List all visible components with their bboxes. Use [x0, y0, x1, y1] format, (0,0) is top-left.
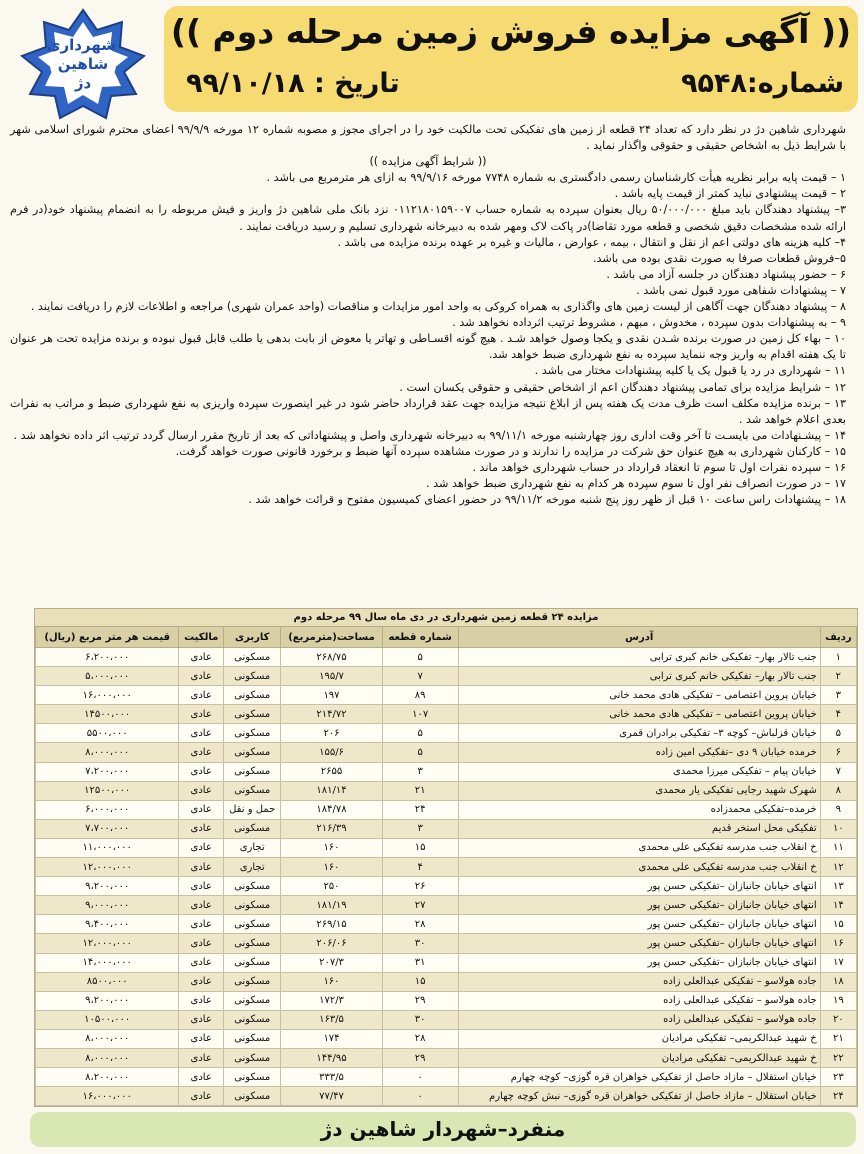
table-cell: انتهای خیابان جانبازان –تفکیکی حسن پور [458, 877, 820, 896]
table-cell: ۱۵ [382, 838, 458, 857]
table-cell: مسکونی [223, 896, 280, 915]
table-cell: ۱۲ [820, 858, 856, 877]
table-cell: جاده هولاسو – تفکیکی عبدالعلی زاده [458, 991, 820, 1010]
table-cell: ۹،۲۰۰،۰۰۰ [36, 877, 179, 896]
condition-item: ۱۴ – پیشـنهادات می بایسـت تا آخر وقت اداری روز چهارشنبه مورخه ۹۹/۱۱/۱ به دبیرخانه شهرداری واصل و پیشنهاداتی که بعد از تاریخ مقرر ارسال گردد ترتیب اثر داده نخواهد شد . [13, 428, 846, 442]
table-row [36, 934, 857, 953]
table-cell: ۱۱ [820, 838, 856, 857]
footer-signature: منفرد–شهردار شاهین دژ [30, 1112, 856, 1147]
condition-item: ۱۸ – پیشنهادات راس ساعت ۱۰ قبل از ظهر روز پنج شنبه مورخه ۹۹/۱۱/۲ در حضور اعضای کمیسیون مفتوح و قرائت خواهد شد . [248, 493, 846, 507]
table-cell: ۱۹۷ [281, 686, 382, 705]
column-header: کاربری [223, 627, 280, 648]
table-cell: جنب تالار بهار– تفکیکی خانم کبری ترابی [458, 667, 820, 686]
table-cell: تفکیکی محل استخر قدیم [458, 819, 820, 838]
condition-item: ۱ – قیمت پایه برابر نظریه هیأت کارشناسان رسمی دادگستری به شماره ۷۷۴۸ مورخه ۹۹/۹/۱۶ به ازای هر مترمربع می باشد . [266, 171, 846, 185]
table-cell: عادی [179, 953, 224, 972]
table-cell: ۶،۰۰۰،۰۰۰ [36, 800, 179, 819]
table-cell: جنب تالار بهار– تفکیکی خانم کبری ترابی [458, 648, 820, 667]
table-cell: خ شهید عبدالکریمی– تفکیکی مرادیان [458, 1048, 820, 1067]
table-row [36, 743, 857, 762]
table-row [36, 686, 857, 705]
table-cell: مسکونی [223, 1087, 280, 1106]
table-cell: عادی [179, 1048, 224, 1067]
table-cell: خرمده خیابان ۹ دی –تفکیکی امین زاده [458, 743, 820, 762]
table-cell: ۹ [820, 800, 856, 819]
table-body [36, 648, 857, 1106]
table-cell: مسکونی [223, 1068, 280, 1087]
table-cell: عادی [179, 781, 224, 800]
table-cell: مسکونی [223, 877, 280, 896]
table-row [36, 877, 857, 896]
table-cell: عادی [179, 743, 224, 762]
table-cell: ۹،۰۰۰،۰۰۰ [36, 896, 179, 915]
table-row [36, 858, 857, 877]
table-cell: مسکونی [223, 915, 280, 934]
table-cell: عادی [179, 915, 224, 934]
table-cell: مسکونی [223, 1010, 280, 1029]
table-cell: خ شهید عبدالکریمی– تفکیکی مرادیان [458, 1029, 820, 1048]
conditions-list [10, 170, 846, 508]
table-row [36, 1010, 857, 1029]
table-cell: ۷ [820, 762, 856, 781]
condition-item: ۷ – پیشنهادات شفاهی مورد قبول نمی باشد . [636, 283, 846, 297]
table-cell: جاده هولاسو – تفکیکی عبدالعلی زاده [458, 972, 820, 991]
condition-item: ۱۱ – شهرداری در رد یا قبول یک یا کلیه پیشنهادات مختار می باشد . [534, 364, 846, 378]
table-cell: ۱۶ [820, 934, 856, 953]
table-cell: ۱۰۵۰۰،۰۰۰ [36, 1010, 179, 1029]
table-cell: ۱۹۵/۷ [281, 667, 382, 686]
table-cell: مسکونی [223, 743, 280, 762]
table-cell: ۲۰۷/۳ [281, 953, 382, 972]
table-cell: ۲۱۴/۷۲ [281, 705, 382, 724]
table-cell: ٠ [382, 1087, 458, 1106]
table-cell: ۸،۰۰۰،۰۰۰ [36, 1048, 179, 1067]
table-caption: مزایده ۲۴ قطعه زمین شهرداری در دی ماه سال ۹۹ مرحله دوم [35, 609, 857, 626]
table-cell: مسکونی [223, 991, 280, 1010]
condition-item: ۱۵ – کارکنان شهرداری به هیچ عنوان حق شرکت در مزایده را ندارند و در صورت مشاهده سپرده آنها ضبط و برخورد قانونی صورت خواهد گرفت. [175, 444, 846, 458]
table-cell: ۳ [820, 686, 856, 705]
table-cell: انتهای خیابان جانبازان –تفکیکی حسن پور [458, 915, 820, 934]
table-cell: ٠ [382, 1068, 458, 1087]
table-cell: خیابان پروین اعتصامی – تفکیکی هادی محمد خانی [458, 686, 820, 705]
table-cell: مسکونی [223, 724, 280, 743]
table-cell: ۱۳ [820, 877, 856, 896]
table-cell: ۱۰۷ [382, 705, 458, 724]
table-cell: ۱۴،۰۰۰،۰۰۰ [36, 953, 179, 972]
table-cell: عادی [179, 724, 224, 743]
table-cell: عادی [179, 1029, 224, 1048]
table-cell: ۶ [820, 743, 856, 762]
table-cell: مسکونی [223, 762, 280, 781]
table-cell: ۸،۰۰۰،۰۰۰ [36, 743, 179, 762]
table-cell: ۵ [382, 724, 458, 743]
table-cell: ۳ [382, 762, 458, 781]
table-cell: ۱۶۰ [281, 838, 382, 857]
table-cell: عادی [179, 648, 224, 667]
condition-item: ۱۷ – در صورت انصراف نفر اول تا سوم سپرده هر کدام به نفع شهرداری ضبط خواهد شد . [426, 477, 846, 491]
table-cell: انتهای خیابان جانبازان –تفکیکی حسن پور [458, 934, 820, 953]
table-cell: ۲۷ [382, 896, 458, 915]
table-cell: ۲۸ [382, 1029, 458, 1048]
column-header: ردیف [820, 627, 856, 648]
table-cell: ۱۶۳/۵ [281, 1010, 382, 1029]
table-cell: ۸ [820, 781, 856, 800]
table-cell: عادی [179, 762, 224, 781]
table-cell: تجاری [223, 838, 280, 857]
table-cell: ۱ [820, 648, 856, 667]
table-row [36, 953, 857, 972]
table-row [36, 667, 857, 686]
table-row [36, 762, 857, 781]
table-cell: عادی [179, 838, 224, 857]
table-cell: مسکونی [223, 953, 280, 972]
table-cell: عادی [179, 686, 224, 705]
table-cell: ۱۷۴ [281, 1029, 382, 1048]
table-cell: ۹،۴۰۰،۰۰۰ [36, 915, 179, 934]
table-cell: عادی [179, 934, 224, 953]
table-row [36, 991, 857, 1010]
logo-text: شهرداری شاهین دژ [46, 35, 116, 92]
table-cell: ۱۵۵/۶ [281, 743, 382, 762]
table-cell: عادی [179, 1087, 224, 1106]
table-cell: ۲۱ [382, 781, 458, 800]
table-cell: ۶،۲۰۰،۰۰۰ [36, 648, 179, 667]
table-row [36, 724, 857, 743]
table-row [36, 915, 857, 934]
table-cell: ۲۴ [820, 1087, 856, 1106]
condition-item: ۴– کلیه هزینه های دولتی اعم از نقل و انتقال ، بیمه ، عوارض ، مالیات و غیره بر عهده برنده مزایده می باشد . [337, 235, 846, 249]
table-cell: ۵ [382, 743, 458, 762]
table-cell: ۱۵ [820, 915, 856, 934]
table-cell: عادی [179, 896, 224, 915]
table-cell: ۱۲،۰۰۰،۰۰۰ [36, 858, 179, 877]
table-row [36, 896, 857, 915]
table-cell: خیابان استقلال – مازاد حاصل از تفکیکی خواهران قره گوزی– نبش کوچه چهارم [458, 1087, 820, 1106]
table-cell: ۸۵۰۰،۰۰۰ [36, 972, 179, 991]
table-cell: ۲۶۵۵ [281, 762, 382, 781]
table-row [36, 838, 857, 857]
condition-item: ۶ – حضور پیشنهاد دهندگان در جلسه آزاد می باشد . [606, 267, 846, 281]
table-cell: ۲۰ [820, 1010, 856, 1029]
table-cell: ۲۰۶/۰۶ [281, 934, 382, 953]
table-cell: عادی [179, 858, 224, 877]
table-cell: خیابان استقلال – مازاد حاصل از تفکیکی خواهران قره گوزی– کوچه چهارم [458, 1068, 820, 1087]
condition-item: ۸ – پیشنهاد دهندگان جهت آگاهی از لیست زمین های واگذاری به همراه کروکی به واحد امور مزایدات و مناقصات (واحد عمران شهری) مراجعه و اطلاعات لازم را دریافت نمایند . [30, 300, 846, 314]
table-cell: ۲۲ [820, 1048, 856, 1067]
condition-item: ۱۰ – بهاء کل زمین در صورت برنده شـدن نقدی و یکجا وصول خواهد شـد . هیچ گونه اقسـاطی و تهاتر یا معوض از بابت بدهی یا طلب قابل قبول نبوده و برنده مزایده تحت هر عنوان تا یک هفته اقدام به واریز وجه ننماید سپرده به نفع شهرداری ضبط خواهد شد. [10, 332, 846, 362]
table-cell: مسکونی [223, 972, 280, 991]
condition-item: ۱۲ – شرایط مزایده برای تمامی پیشنهاد دهندگان اعم از اشخاص حقیقی و حقوقی یکسان است . [399, 380, 846, 394]
table-cell: ۸،۲۰۰،۰۰۰ [36, 1068, 179, 1087]
table-cell: جاده هولاسو – تفکیکی عبدالعلی زاده [458, 1010, 820, 1029]
table-cell: ۷۷/۴۷ [281, 1087, 382, 1106]
notice-number: شماره:۹۵۴۸ [681, 68, 844, 99]
table-cell: ۲۶۹/۱۵ [281, 915, 382, 934]
table-cell: ۱۶،۰۰۰،۰۰۰ [36, 686, 179, 705]
table-cell: ۱۸۴/۷۸ [281, 800, 382, 819]
conditions-title: (( شرایط آگهی مزایده )) [369, 155, 487, 169]
table-cell: ۱۷ [820, 953, 856, 972]
table-cell: ۲۳ [820, 1068, 856, 1087]
table-cell: خ انقلاب جنب مدرسه تفکیکی علی محمدی [458, 838, 820, 857]
table-cell: ۵ [382, 648, 458, 667]
table-cell: حمل و نقل [223, 800, 280, 819]
table-row [36, 1087, 857, 1106]
table-cell: خ انقلاب جنب مدرسه تفکیکی علی محمدی [458, 858, 820, 877]
table-row [36, 705, 857, 724]
table-cell: ۸،۰۰۰،۰۰۰ [36, 1029, 179, 1048]
condition-item: ۳– پیشنهاد دهندگان باید مبلغ ۵۰/۰۰۰/۰۰۰ ریال بعنوان سپرده به شماره حساب ۰۱۱۲۱۸۰۱۵۹۰۰۷ نزد بانک ملی شاهین دژ واریز و فیش مربوطه را به انضمام پیشنهاد خود(در فرم ارائه شده مشخصات دقیق شخصی و قطعه مورد تقاضا)در پاکت لاک ومهر شده به دبیرخانه شهرداری تسلیم و رسید دریافت نمایند . [10, 203, 847, 233]
notice-date: تاریخ : ۹۹/۱۰/۱۸ [186, 68, 400, 99]
table-cell: ۹،۲۰۰،۰۰۰ [36, 991, 179, 1010]
condition-item: ۱۶ – سپرده نفرات اول تا سوم تا انعقاد قرارداد در حساب شهرداری خواهد ماند . [472, 460, 846, 474]
table-cell: خیابان قزلباش– کوچه ۳– تفکیکی برادران قمری [458, 724, 820, 743]
table-cell: مسکونی [223, 667, 280, 686]
table-cell: عادی [179, 1068, 224, 1087]
table-cell: عادی [179, 991, 224, 1010]
table-cell: خرمده–تفکیکی محمدزاده [458, 800, 820, 819]
table-cell: تجاری [223, 858, 280, 877]
table-cell: ۲ [820, 667, 856, 686]
table-cell: ۲۹ [382, 1048, 458, 1067]
table-cell: ۱۹ [820, 991, 856, 1010]
table-cell: ۴ [820, 705, 856, 724]
table-cell: ۲۸ [382, 915, 458, 934]
table-cell: عادی [179, 972, 224, 991]
table-cell: ۱۶۰ [281, 972, 382, 991]
table-cell: ۷ [382, 667, 458, 686]
table-cell: مسکونی [223, 648, 280, 667]
table-cell: ۳۰ [382, 934, 458, 953]
table-cell: عادی [179, 667, 224, 686]
condition-item: ۹ – به پیشنهادات بدون سپرده ، مخدوش ، مبهم ، مشروط ترتیب اثرداده نخواهد شد . [452, 316, 846, 330]
table-cell: ۵ [820, 724, 856, 743]
table-cell: مسکونی [223, 781, 280, 800]
table-cell: ۷،۲۰۰،۰۰۰ [36, 762, 179, 781]
table-header-row [36, 627, 857, 648]
table-cell: ۱۴۴/۹۵ [281, 1048, 382, 1067]
page-title: (( آگهی مزایده فروش زمین مرحله دوم )) [170, 12, 852, 51]
table-row [36, 972, 857, 991]
table-cell: ۱۱،۰۰۰،۰۰۰ [36, 838, 179, 857]
municipality-logo [12, 8, 154, 120]
table-cell: ۱۲۵۰۰،۰۰۰ [36, 781, 179, 800]
table-row [36, 781, 857, 800]
table-cell: عادی [179, 800, 224, 819]
table-cell: شهرک شهید رجایی تفکیکی یار محمدی [458, 781, 820, 800]
table-cell: ۱۴ [820, 896, 856, 915]
condition-item: ۱۳ – برنده مزایده مکلف است ظرف مدت یک هفته پس از ابلاغ نتیجه مزایده جهت عقد قرارداد حاضر شود در غیر اینصورت سپرده واریزی به نفع شهرداری ضبط و مراتب به نفرات بعدی اعلام خواهد شد . [10, 396, 846, 426]
table-cell: ۱۰ [820, 819, 856, 838]
table-cell: ۴ [382, 858, 458, 877]
table-row [36, 800, 857, 819]
table-cell: ۱۷۲/۳ [281, 991, 382, 1010]
table-cell: عادی [179, 1010, 224, 1029]
table-cell: ۳۱ [382, 953, 458, 972]
table-cell: مسکونی [223, 686, 280, 705]
table-cell: انتهای خیابان جانبازان –تفکیکی حسن پور [458, 953, 820, 972]
table-cell: ۵،۰۰۰،۰۰۰ [36, 667, 179, 686]
table-cell: ۲۴ [382, 800, 458, 819]
title-banner [164, 6, 858, 112]
condition-item: ۵–فروش قطعات صرفا به صورت نقدی بوده می باشد. [592, 251, 846, 265]
table-cell: ۲۱ [820, 1029, 856, 1048]
notice-body [10, 122, 846, 508]
table-cell: ۳۳۳/۵ [281, 1068, 382, 1087]
table-row [36, 819, 857, 838]
table-cell: ۲۰۶ [281, 724, 382, 743]
table-cell: ۲۹ [382, 991, 458, 1010]
table-row [36, 1048, 857, 1067]
table-cell: ۱۵ [382, 972, 458, 991]
table-cell: عادی [179, 819, 224, 838]
table-cell: ۱۲،۰۰۰،۰۰۰ [36, 934, 179, 953]
table-cell: ۲۵۰ [281, 877, 382, 896]
column-header: قیمت هر متر مربع (ریال) [36, 627, 179, 648]
parcels-table-container [34, 608, 858, 1107]
column-header: آدرس [458, 627, 820, 648]
intro-paragraph: شهرداری شاهین دژ در نظر دارد که تعداد ۲۴ قطعه از زمین های تفکیکی تحت مالکیت خود را در اجرای مجوز و مصوبه شماره ۱۲ مورخه ۹۹/۹/۹ اعضای محترم شورای اسلامی شهر با شرایط ذیل به اشخاص حقیقی و حقوقی واگذار نماید . [10, 123, 847, 153]
table-cell: ۱۴۵۰۰،۰۰۰ [36, 705, 179, 724]
table-cell: ۲۶ [382, 877, 458, 896]
table-cell: ۲۱۶/۳۹ [281, 819, 382, 838]
table-cell: ۱۶،۰۰۰،۰۰۰ [36, 1087, 179, 1106]
table-cell: خیابان پیام – تفکیکی میرزا محمدی [458, 762, 820, 781]
table-cell: ۱۸۱/۱۹ [281, 896, 382, 915]
table-cell: مسکونی [223, 705, 280, 724]
table-cell: مسکونی [223, 819, 280, 838]
table-cell: ۵۵۰۰،۰۰۰ [36, 724, 179, 743]
parcels-table [35, 626, 857, 1106]
table-cell: انتهای خیابان جانبازان –تفکیکی حسن پور [458, 896, 820, 915]
column-header: مالکیت [179, 627, 224, 648]
table-cell: مسکونی [223, 1048, 280, 1067]
table-cell: عادی [179, 705, 224, 724]
table-cell: ۱۸۱/۱۴ [281, 781, 382, 800]
table-row [36, 1029, 857, 1048]
table-cell: مسکونی [223, 934, 280, 953]
table-cell: ۷،۷۰۰،۰۰۰ [36, 819, 179, 838]
table-cell: ۳ [382, 819, 458, 838]
table-cell: مسکونی [223, 1029, 280, 1048]
table-row [36, 1068, 857, 1087]
table-row [36, 648, 857, 667]
column-header: شماره قطعه [382, 627, 458, 648]
table-cell: عادی [179, 877, 224, 896]
table-cell: ۱۸ [820, 972, 856, 991]
table-cell: ۳۰ [382, 1010, 458, 1029]
table-cell: ۸۹ [382, 686, 458, 705]
condition-item: ۲ – قیمت پیشنهادی نباید کمتر از قیمت پایه باشد . [614, 187, 846, 201]
table-cell: ۲۶۸/۷۵ [281, 648, 382, 667]
table-cell: خیابان پروین اعتصامی – تفکیکی هادی محمد خانی [458, 705, 820, 724]
table-cell: ۱۶۰ [281, 858, 382, 877]
column-header: مساحت(مترمربع) [281, 627, 382, 648]
